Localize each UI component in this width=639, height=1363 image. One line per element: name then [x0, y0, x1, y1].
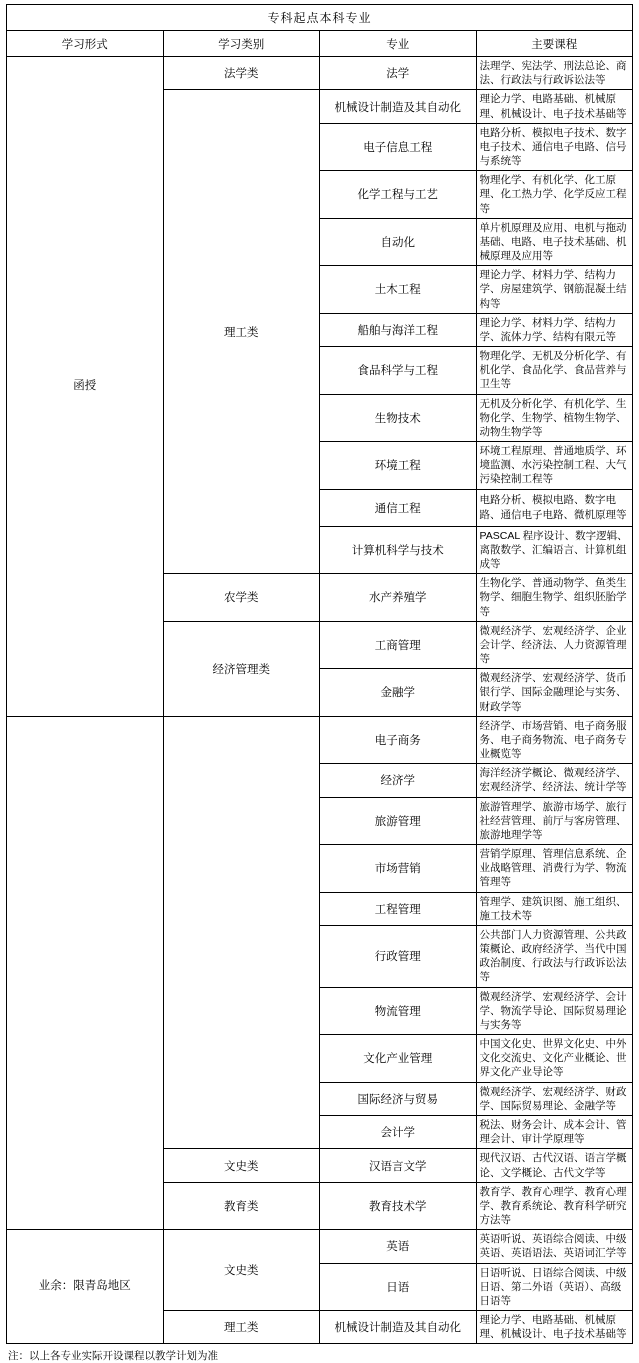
study-category-cell: 农学类	[163, 574, 320, 622]
table-title-row	[7, 5, 633, 31]
courses-cell: 生物化学、普通动物学、鱼类生物学、细胞生物学、组织胚胎学等	[476, 574, 633, 622]
major-cell: 教育技术学	[320, 1182, 477, 1230]
study-category-cell: 教育类	[163, 1182, 320, 1230]
major-cell: 汉语言文学	[320, 1149, 477, 1182]
major-cell: 国际经济与贸易	[320, 1082, 477, 1115]
major-cell: 计算机科学与技术	[320, 526, 477, 574]
major-cell: 工商管理	[320, 621, 477, 669]
courses-cell: 电路分析、模拟电子技术、数字电子技术、通信电子电路、信号与系统等	[476, 123, 633, 171]
courses-cell: 微观经济学、宏观经济学、会计学、物流学导论、国际贸易理论与实务等	[476, 987, 633, 1035]
major-cell: 英语	[320, 1230, 477, 1263]
major-cell: 文化产业管理	[320, 1035, 477, 1083]
table-row	[7, 716, 633, 764]
major-cell: 水产养殖学	[320, 574, 477, 622]
major-cell: 生物技术	[320, 394, 477, 442]
major-cell: 金融学	[320, 669, 477, 717]
courses-cell: 法理学、宪法学、刑法总论、商法、行政法与行政诉讼法等	[476, 57, 633, 90]
courses-cell: 微观经济学、宏观经济学、货币银行学、国际金融理论与实务、财政学等	[476, 669, 633, 717]
header-main-courses: 主要课程	[476, 31, 633, 57]
courses-cell: 物理化学、无机及分析化学、有机化学、食品化学、食品营养与卫生等	[476, 347, 633, 395]
courses-cell: 单片机原理及应用、电机与拖动基础、电路、电子技术基础、机械原理及应用等	[476, 218, 633, 266]
courses-cell: PASCAL 程序设计、数字逻辑、离散数学、汇编语言、计算机组成等	[476, 526, 633, 574]
major-cell: 电子商务	[320, 716, 477, 764]
study-category-cell: 文史类	[163, 1230, 320, 1311]
major-cell: 通信工程	[320, 489, 477, 526]
study-form-cell	[7, 716, 164, 1230]
courses-cell: 理论力学、电路基础、机械原理、机械设计、电子技术基础等	[476, 1311, 633, 1344]
courses-cell: 中国文化史、世界文化史、中外文化交流史、文化产业概论、世界文化产业导论等	[476, 1035, 633, 1083]
major-cell: 经济学	[320, 764, 477, 797]
courses-cell: 公共部门人力资源管理、公共政策概论、政府经济学、当代中国政治制度、行政法与行政诉讼法等	[476, 925, 633, 987]
major-cell: 法学	[320, 57, 477, 90]
courses-cell: 电路分析、模拟电路、数字电路、通信电子电路、微机原理等	[476, 489, 633, 526]
major-cell: 市场营销	[320, 845, 477, 893]
courses-cell: 理论力学、电路基础、机械原理、机械设计、电子技术基础等	[476, 90, 633, 123]
major-cell: 化学工程与工艺	[320, 171, 477, 219]
courses-cell: 海洋经济学概论、微观经济学、宏观经济学、经济法、统计学等	[476, 764, 633, 797]
study-category-cell: 理工类	[163, 1311, 320, 1344]
major-cell: 自动化	[320, 218, 477, 266]
footer-note: 注：以上各专业实际开设课程以教学计划为准	[8, 1350, 218, 1363]
courses-cell: 营销学原理、管理信息系统、企业战略管理、消费行为学、物流管理等	[476, 845, 633, 893]
major-cell: 旅游管理	[320, 797, 477, 845]
courses-cell: 现代汉语、古代汉语、语言学概论、文学概论、古代文学等	[476, 1149, 633, 1182]
major-cell: 土木工程	[320, 266, 477, 314]
major-cell: 日语	[320, 1263, 477, 1311]
major-cell: 机械设计制造及其自动化	[320, 1311, 477, 1344]
major-cell: 船舶与海洋工程	[320, 313, 477, 346]
courses-cell: 环境工程原理、普通地质学、环境监测、水污染控制工程、大气污染控制工程等	[476, 442, 633, 490]
courses-cell: 日语听说、日语综合阅读、中级日语、第二外语（英语）、高级日语等	[476, 1263, 633, 1311]
table-body	[7, 5, 633, 1344]
major-cell: 会计学	[320, 1116, 477, 1149]
major-cell: 环境工程	[320, 442, 477, 490]
major-cell: 物流管理	[320, 987, 477, 1035]
major-cell: 行政管理	[320, 925, 477, 987]
table-row	[7, 1230, 633, 1263]
courses-cell: 管理学、建筑识图、施工组织、施工技术等	[476, 892, 633, 925]
header-study-form: 学习形式	[7, 31, 164, 57]
study-form-cell: 业余：限青岛地区	[7, 1230, 164, 1344]
header-study-category: 学习类别	[163, 31, 320, 57]
courses-cell: 税法、财务会计、成本会计、管理会计、审计学原理等	[476, 1116, 633, 1149]
courses-cell: 微观经济学、宏观经济学、财政学、国际贸易理论、金融学等	[476, 1082, 633, 1115]
courses-cell: 理论力学、材料力学、结构力学、流体力学、结构有限元等	[476, 313, 633, 346]
study-category-cell: 理工类	[163, 90, 320, 574]
study-category-cell: 文史类	[163, 1149, 320, 1182]
table-row	[7, 57, 633, 90]
courses-cell: 旅游管理学、旅游市场学、旅行社经营管理、前厅与客房管理、旅游地理学等	[476, 797, 633, 845]
study-category-cell: 法学类	[163, 57, 320, 90]
majors-table	[6, 4, 633, 1344]
courses-cell: 理论力学、材料力学、结构力学、房屋建筑学、钢筋混凝土结构等	[476, 266, 633, 314]
courses-cell: 经济学、市场营销、电子商务服务、电子商务物流、电子商务专业概览等	[476, 716, 633, 764]
major-cell: 电子信息工程	[320, 123, 477, 171]
header-major: 专业	[320, 31, 477, 57]
courses-cell: 英语听说、英语综合阅读、中级英语、英语语法、英语词汇学等	[476, 1230, 633, 1263]
study-category-cell	[163, 716, 320, 1149]
courses-cell: 无机及分析化学、有机化学、生物化学、生物学、植物生物学、动物生物学等	[476, 394, 633, 442]
courses-cell: 教育学、教育心理学、教育心理学、教育系统论、教育科学研究方法等	[476, 1182, 633, 1230]
courses-cell: 微观经济学、宏观经济学、企业会计学、经济法、人力资源管理等	[476, 621, 633, 669]
major-cell: 食品科学与工程	[320, 347, 477, 395]
courses-cell: 物理化学、有机化学、化工原理、化工热力学、化学反应工程等	[476, 171, 633, 219]
page-title: 专科起点本科专业	[7, 5, 633, 31]
study-form-cell: 函授	[7, 57, 164, 717]
table-header-row	[7, 31, 633, 57]
major-cell: 机械设计制造及其自动化	[320, 90, 477, 123]
study-category-cell: 经济管理类	[163, 621, 320, 716]
major-cell: 工程管理	[320, 892, 477, 925]
